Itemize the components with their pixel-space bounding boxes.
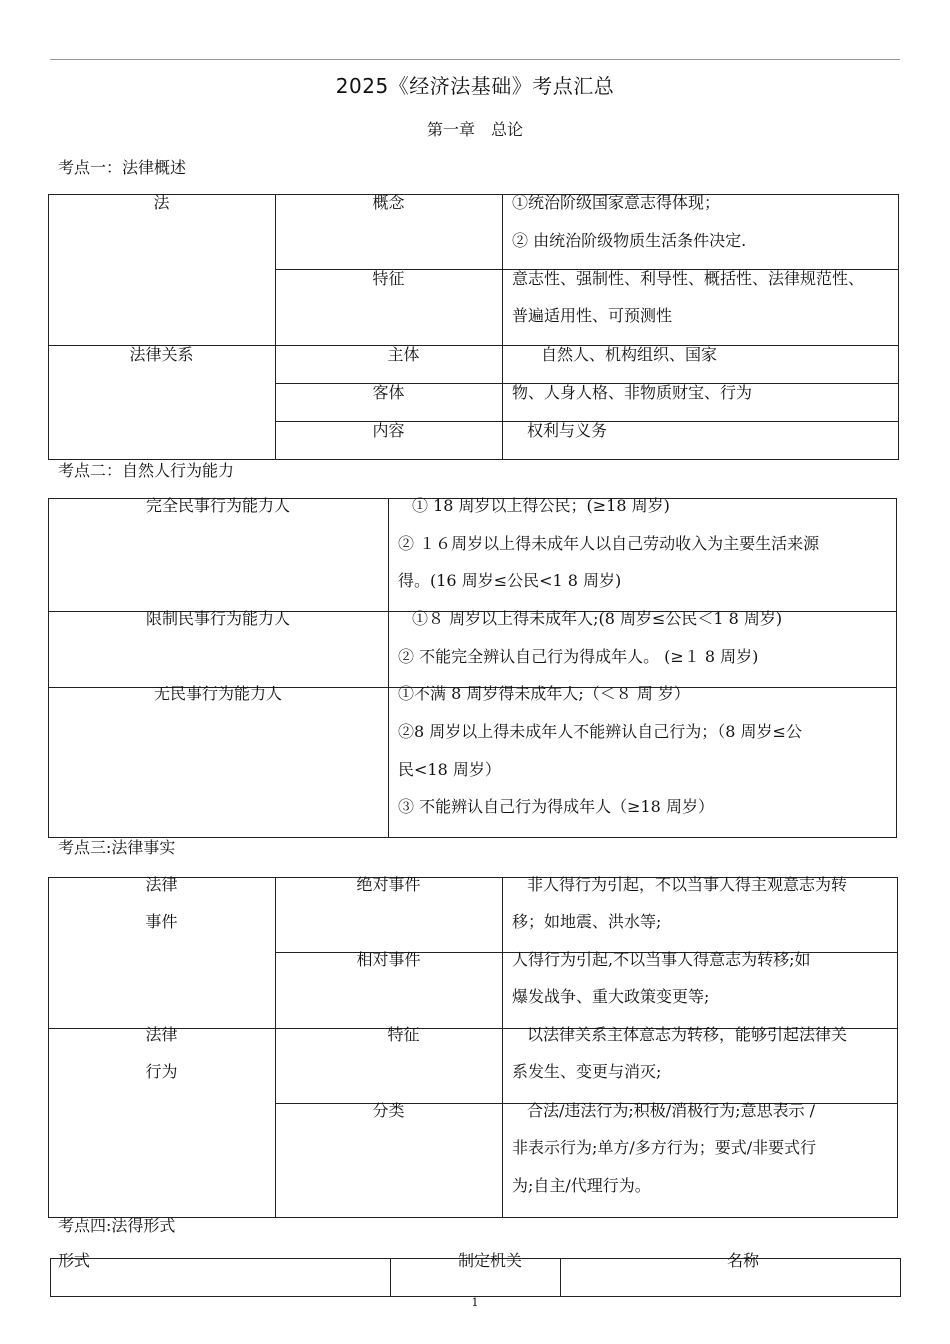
cell-limited-line: ② 不能完全辨认自己行为得成年人。 (≥１ 8 周岁)	[398, 647, 759, 666]
cell-concept-line: ② 由统治阶级物质生活条件决定.	[512, 231, 747, 250]
cell-none-line: ③ 不能辨认自己行为得成年人（≥18 周岁）	[398, 797, 714, 816]
cell-absolute-line: 移；如地震、洪水等;	[512, 912, 662, 931]
table-border	[502, 194, 503, 460]
cell-event-label: 法律	[145, 875, 178, 894]
cell-object-value: 物、人身人格、非物质财宝、行为	[512, 383, 753, 402]
section-heading-2: 考点二：自然人行为能力	[58, 461, 235, 480]
cell-relative-line: 人得行为引起,不以当事人得意志为转移;如	[512, 950, 811, 969]
cell-law: 法	[153, 193, 170, 212]
cell-relative-event: 相对事件	[356, 950, 421, 969]
section-heading-1: 考点一：法律概述	[58, 158, 187, 177]
cell-act-label: 行为	[145, 1062, 178, 1081]
header-rule	[50, 59, 900, 60]
cell-event-label: 事件	[145, 912, 178, 931]
cell-no-capacity: 无民事行为能力人	[153, 684, 282, 703]
table-border	[48, 194, 49, 460]
table-border	[896, 498, 897, 838]
table-border	[48, 498, 49, 838]
cell-full-line: ② １６周岁以上得未成年人以自己劳动收入为主要生活来源	[398, 534, 820, 553]
cell-act-class-line: 为;自主/代理行为。	[512, 1176, 651, 1195]
cell-limited-line: ①８ 周岁以上得未成年人;(8 周岁≤公民＜1 8 周岁)	[412, 609, 783, 628]
cell-legal-relation: 法律关系	[129, 345, 194, 364]
cell-subject-value: 自然人、机构组织、国家	[541, 345, 718, 364]
col-header-form: 形式	[58, 1251, 91, 1270]
cell-act-class: 分类	[372, 1101, 405, 1120]
cell-none-line: ②8 周岁以上得未成年人不能辨认自己行为；（8 周岁≤公	[398, 722, 802, 741]
table-border	[502, 877, 503, 1218]
cell-content-label: 内容	[372, 421, 405, 440]
cell-full-line: 得。(16 周岁≤公民<1 8 周岁)	[398, 571, 622, 590]
cell-act-feature: 特征	[387, 1025, 420, 1044]
document-title: 2025《经济法基础》考点汇总	[335, 74, 615, 98]
cell-absolute-event: 绝对事件	[356, 875, 421, 894]
cell-act-label: 法律	[145, 1025, 178, 1044]
table-border	[897, 877, 898, 1218]
cell-full-line: ① 18 周岁以上得公民；(≥18 周岁)	[412, 496, 670, 515]
table-border	[390, 1258, 391, 1297]
cell-act-feature-line: 以法律关系主体意志为转移，能够引起法律关	[527, 1025, 848, 1044]
table-border	[898, 194, 899, 460]
table-border	[48, 1217, 898, 1218]
cell-feature-line: 意志性、强制性、利导性、概括性、法律规范性、	[512, 269, 865, 288]
cell-feature-line: 普遍适用性、可预测性	[512, 306, 673, 325]
cell-relative-line: 爆发战争、重大政策变更等;	[512, 987, 710, 1006]
cell-full-capacity: 完全民事行为能力人	[145, 496, 290, 515]
cell-none-line: ①不满 8 周岁得未成年人;（＜８ 周 岁）	[398, 684, 690, 703]
cell-act-feature-line: 系发生、变更与消灭;	[512, 1062, 662, 1081]
cell-absolute-line: 非人得行为引起，不以当事人得主观意志为转	[527, 875, 848, 894]
cell-content-value: 权利与义务	[527, 421, 608, 440]
section-heading-3: 考点三:法律事实	[58, 838, 176, 857]
cell-none-line: 民<18 周岁）	[398, 760, 501, 779]
cell-limited-capacity: 限制民事行为能力人	[145, 609, 290, 628]
cell-act-class-line: 合法/违法行为;积极/消极行为;意思表示 /	[527, 1101, 816, 1120]
cell-feature-label: 特征	[372, 269, 405, 288]
table-border	[50, 1258, 51, 1297]
cell-object-label: 客体	[372, 383, 405, 402]
col-header-authority: 制定机关	[457, 1251, 522, 1270]
table-border	[275, 877, 276, 1218]
table-border	[388, 498, 389, 838]
chapter-heading: 第一章 总论	[426, 120, 523, 139]
section-heading-4: 考点四:法得形式	[58, 1216, 176, 1235]
cell-concept-line: ①统治阶级国家意志得体现；	[512, 193, 721, 212]
page-number: 1	[471, 1296, 479, 1309]
cell-subject-label: 主体	[387, 345, 420, 364]
cell-concept-label: 概念	[372, 193, 405, 212]
cell-act-class-line: 非表示行为;单方/多方行为；要式/非要式行	[512, 1138, 817, 1157]
col-header-name: 名称	[726, 1251, 759, 1270]
